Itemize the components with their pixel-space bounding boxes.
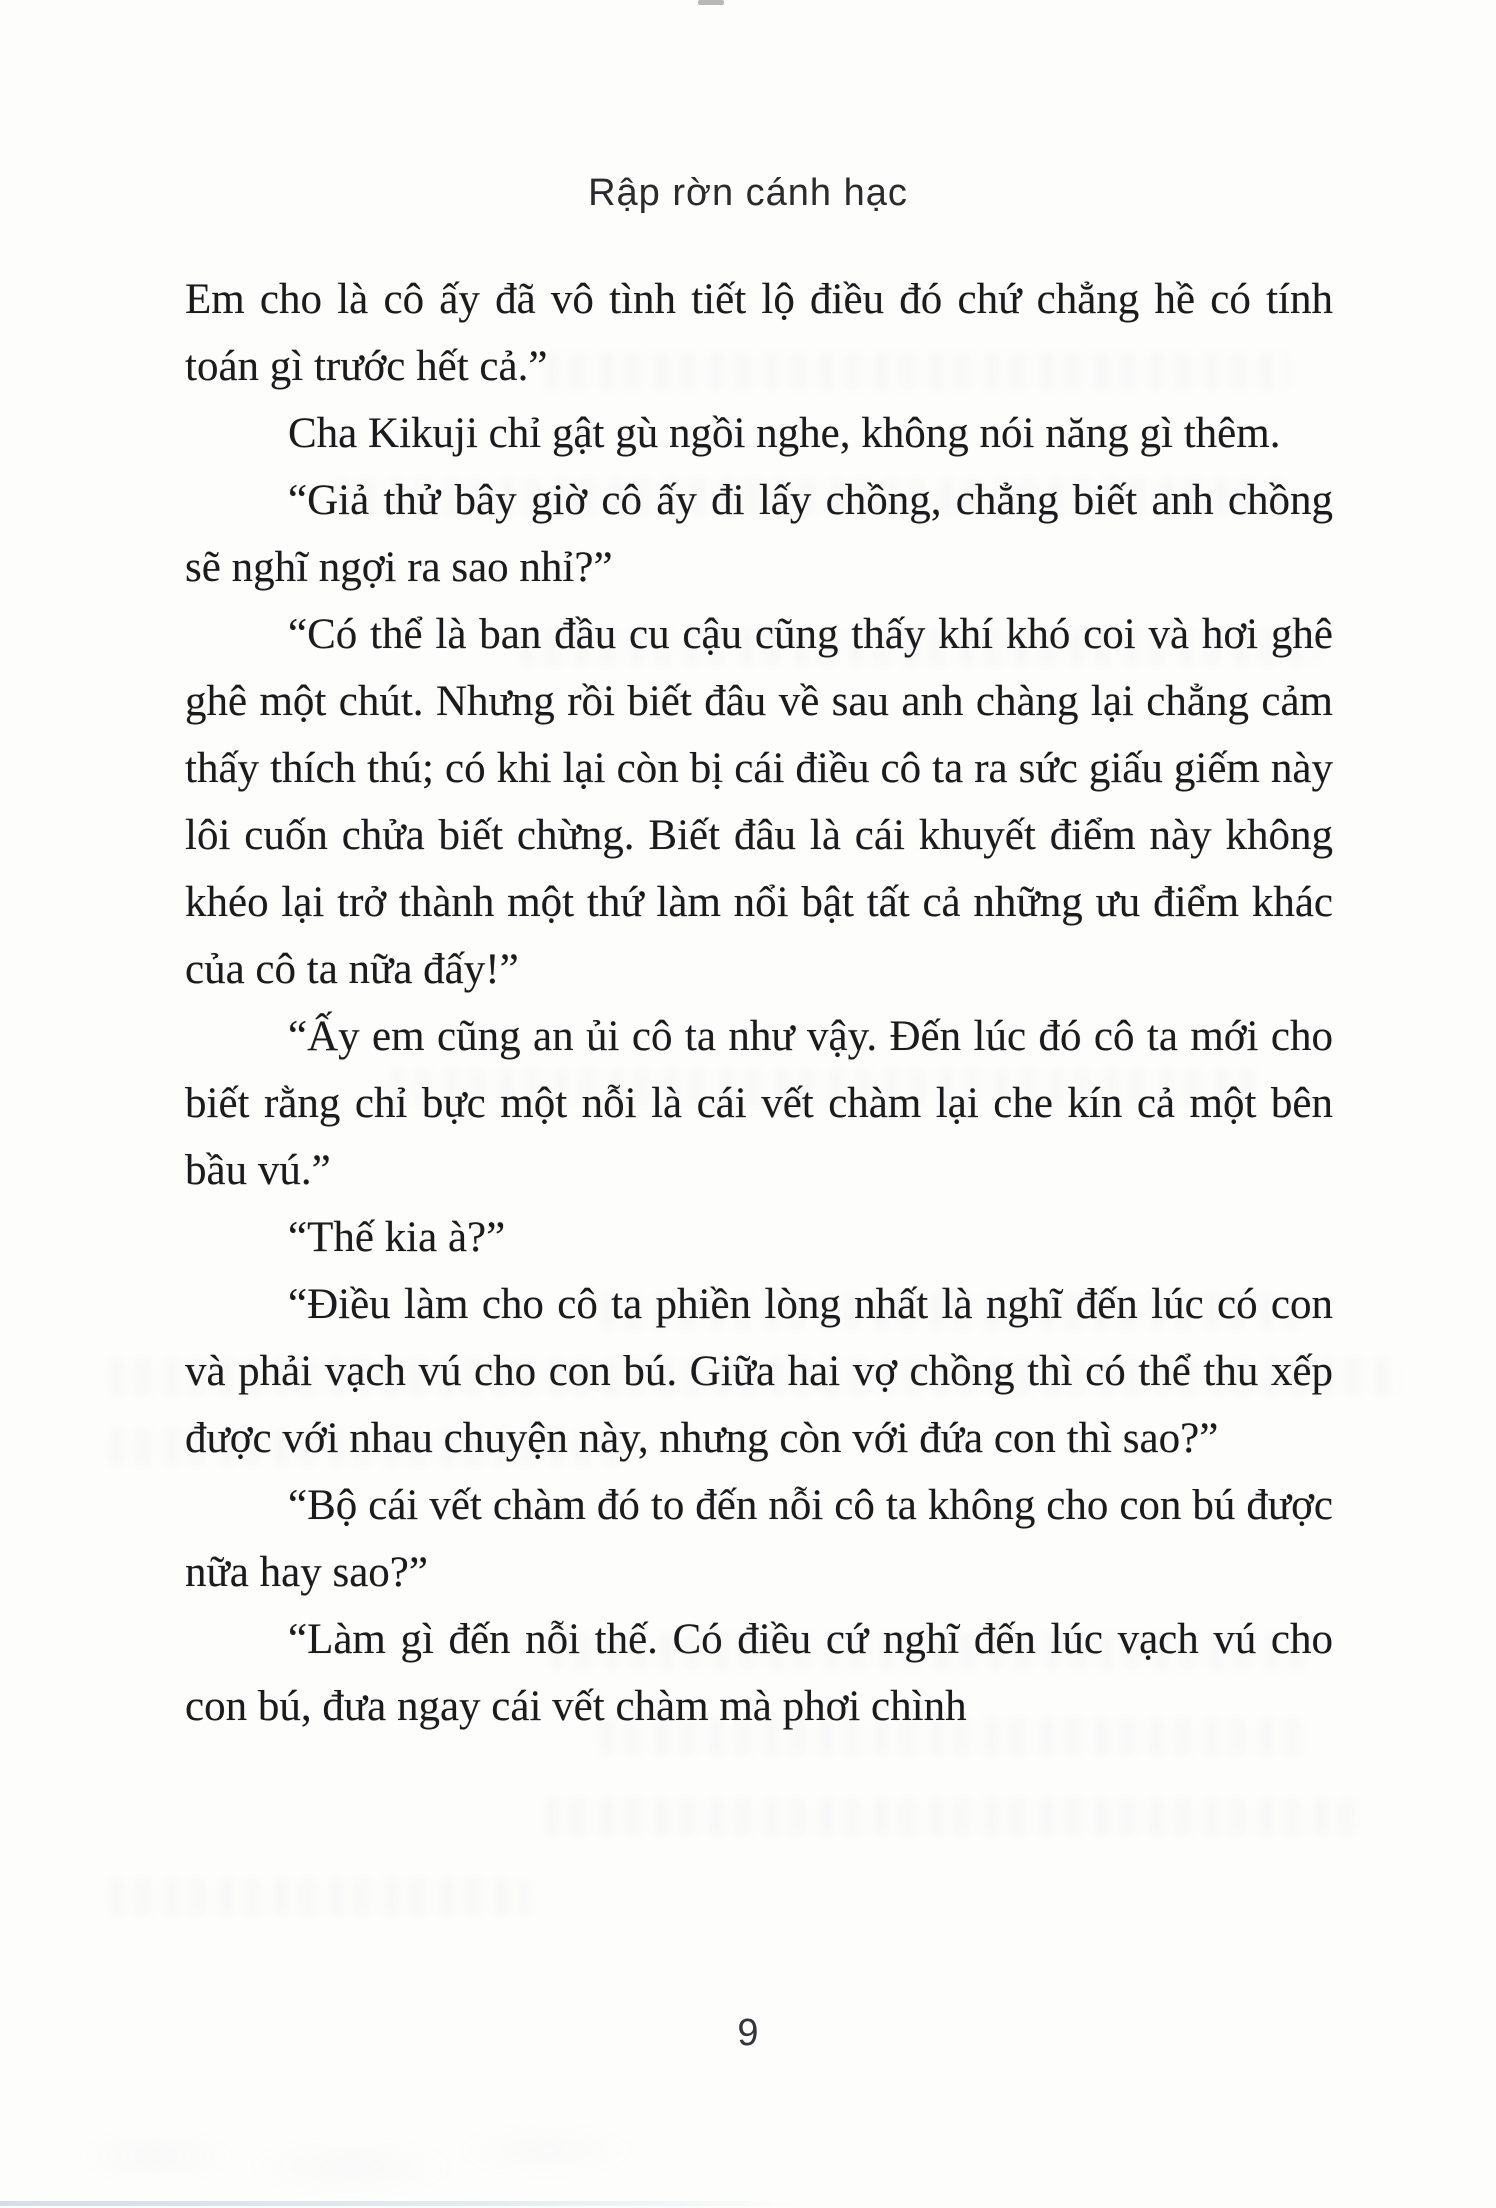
body-paragraph: “Thế kia à?” [288,1214,506,1261]
scan-edge-artifact [698,0,724,5]
body-paragraph: “Giả thử bây giờ cô ấy đi lấy chồng, chẳng biết anh chồng sẽ nghĩ ngợi ra sao nhỉ?” [185,477,1333,591]
body-paragraph: “Bộ cái vết chàm đó to đến nỗi cô ta không cho con bú được nữa hay sao?” [185,1482,1333,1596]
bleedthrough-artifact [545,1798,1355,1836]
page-number: 9 [737,2012,759,2054]
body-text-block [185,266,1333,1740]
body-paragraph: “Có thể là ban đầu cu cậu cũng thấy khí khó coi và hơi ghê ghê một chút. Nhưng rồi biết đâu về sau anh chàng lại chẳng cảm thấy thích thú; có khi lại còn bị cái điều cô ta ra sức giấu giếm này lôi cuốn chửa biết chừng. Biết đâu là cái khuyết điểm này không khéo lại trở thành một thứ làm nổi bật tất cả những ưu điểm khác của cô ta nữa đấy!” [185,611,1333,993]
body-paragraph: “Điều làm cho cô ta phiền lòng nhất là nghĩ đến lúc có con và phải vạch vú cho con bú. Giữa hai vợ chồng thì có thể thu xếp được với nhau chuyện này, nhưng còn với đứa con thì sao?” [185,1281,1333,1462]
body-paragraph: Em cho là cô ấy đã vô tình tiết lộ điều đó chứ chẳng hề có tính toán gì trước hết cả.” [185,276,1333,390]
body-paragraph: Cha Kikuji chỉ gật gù ngồi nghe, không nói năng gì thêm. [288,410,1281,457]
scan-edge-line-artifact [0,2201,800,2206]
scan-noise-artifact [0,2090,780,2200]
body-paragraph: “Ấy em cũng an ủi cô ta như vậy. Đến lúc đó cô ta mới cho biết rằng chỉ bực một nỗi là cái vết chàm lại che kín cả một bên bầu vú.” [185,1013,1333,1194]
bleedthrough-artifact [110,1878,530,1916]
running-header-title: Rập rờn cánh hạc [588,172,908,214]
body-paragraph: “Làm gì đến nỗi thế. Có điều cứ nghĩ đến lúc vạch vú cho con bú, đưa ngay cái vết chàm mà phơi chình [185,1616,1333,1730]
